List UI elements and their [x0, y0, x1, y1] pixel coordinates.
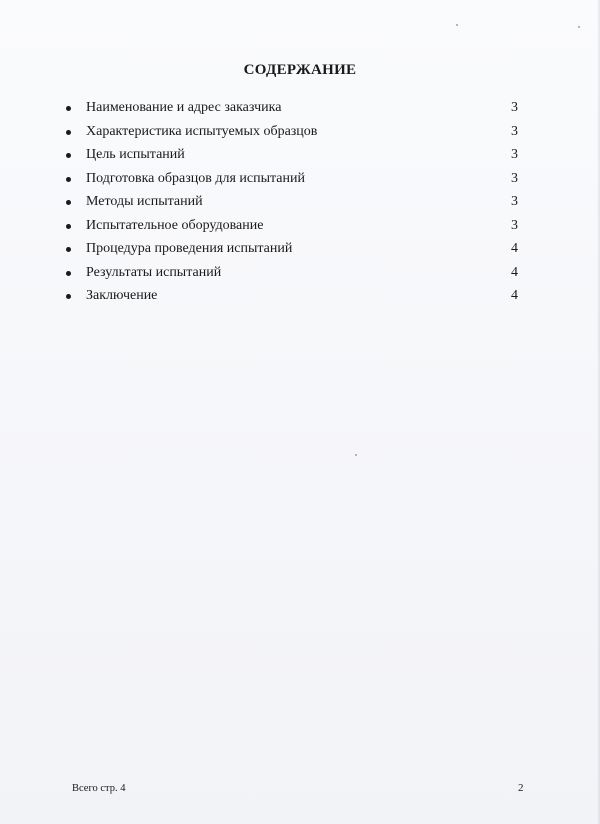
toc-item-page: 3 — [511, 147, 518, 162]
footer-page-number: 2 — [518, 782, 524, 794]
toc-item-label: Процедура проведения испытаний — [86, 241, 293, 256]
toc-item-page: 3 — [511, 217, 518, 233]
toc-item-label: Заключение — [86, 288, 158, 303]
bullet-icon — [66, 247, 71, 252]
bullet-icon — [66, 130, 71, 135]
toc-item-label: Характеристика испытуемых образцов — [86, 123, 318, 139]
toc-item-page: 3 — [511, 100, 518, 115]
toc-item[interactable] — [66, 287, 518, 311]
toc-item-page: 3 — [511, 170, 518, 186]
bullet-icon — [66, 224, 71, 229]
toc-item-label: Результаты испытаний — [86, 264, 222, 280]
toc-item[interactable] — [66, 240, 518, 264]
table-of-contents — [66, 99, 518, 311]
toc-item-page: 3 — [511, 123, 518, 139]
toc-item-page: 4 — [511, 264, 518, 280]
toc-item[interactable] — [66, 217, 518, 241]
scan-speck — [355, 454, 357, 456]
toc-item-page: 4 — [511, 241, 518, 256]
bullet-icon — [66, 177, 71, 182]
bullet-icon — [66, 294, 71, 299]
bullet-icon — [66, 106, 71, 111]
toc-item-label: Наименование и адрес заказчика — [86, 100, 282, 115]
bullet-icon — [66, 271, 71, 276]
toc-item[interactable] — [66, 123, 518, 147]
toc-item-label: Цель испытаний — [86, 147, 185, 162]
toc-item[interactable] — [66, 193, 518, 217]
scan-speck — [456, 24, 458, 26]
toc-item-page: 3 — [511, 194, 518, 209]
toc-item-label: Испытательное оборудование — [86, 217, 264, 233]
footer-total-pages: Всего стр. 4 — [72, 783, 126, 794]
toc-item-label: Подготовка образцов для испытаний — [86, 170, 305, 186]
toc-item[interactable] — [66, 146, 518, 170]
toc-item[interactable] — [66, 170, 518, 194]
page-title: СОДЕРЖАНИЕ — [243, 62, 357, 78]
toc-item[interactable] — [66, 99, 518, 123]
toc-item[interactable] — [66, 264, 518, 288]
toc-item-page: 4 — [511, 288, 518, 303]
bullet-icon — [66, 200, 71, 205]
scan-speck — [578, 26, 580, 28]
bullet-icon — [66, 153, 71, 158]
toc-item-label: Методы испытаний — [86, 194, 203, 209]
